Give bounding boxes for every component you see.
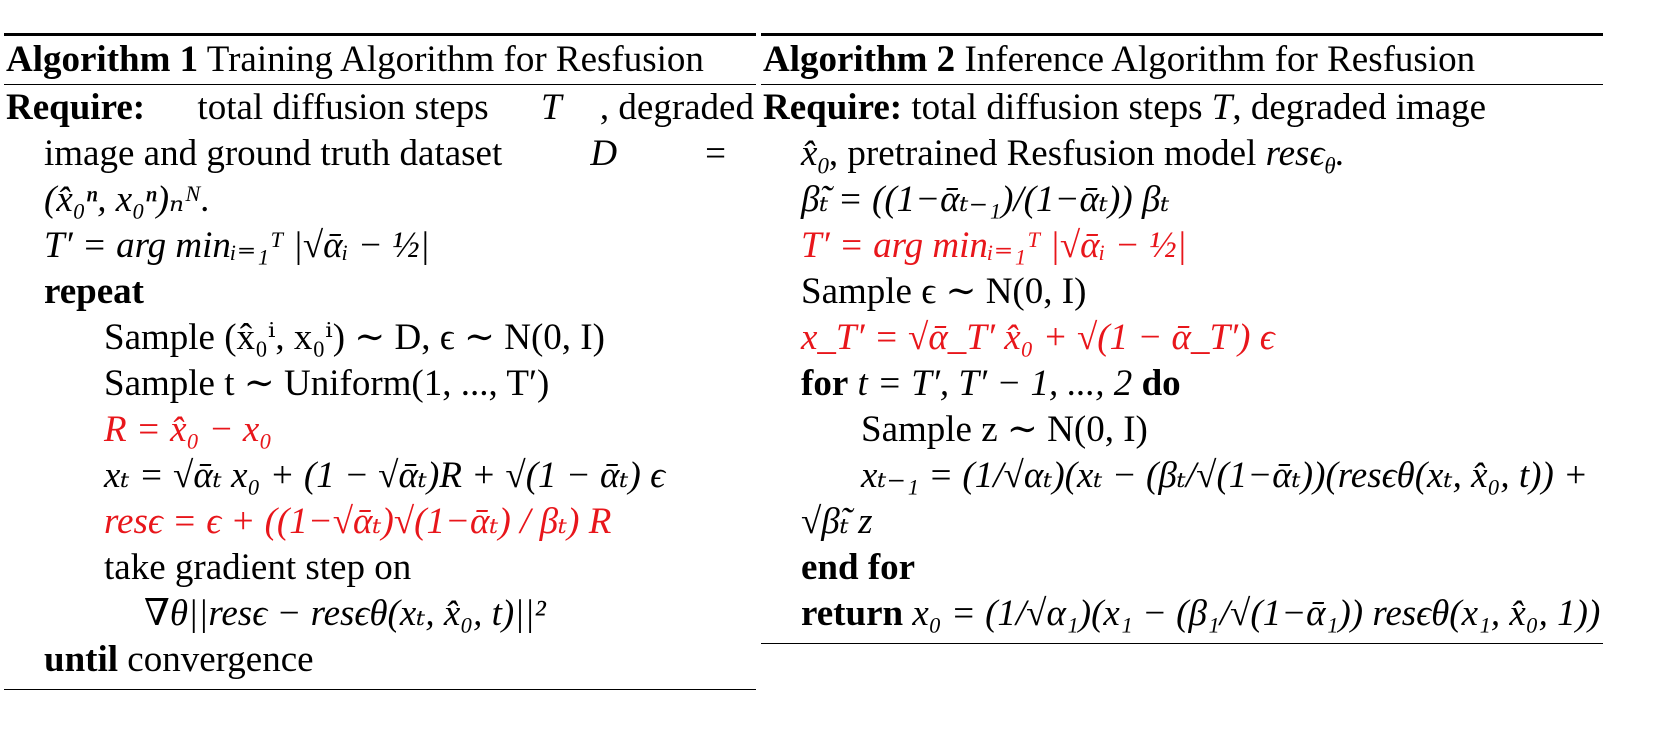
xtprime-line: x_T′ = √ᾱ_T′ x̂₀ + √(1 − ᾱ_T′) ϵ (801, 317, 1275, 358)
algorithm-1-body (4, 85, 756, 683)
algorithm-2-block (761, 33, 1603, 644)
return-expr: x₀ = (1/√α₁)(x₁ − (β₁/√(1−ᾱ₁)) resϵθ(x₁, x̂₀, 1)) (912, 593, 1601, 634)
sample-z-line: Sample z ∼ N(0, I) (861, 409, 1148, 450)
algorithm-2-caption (761, 36, 1603, 84)
until-keyword: until (44, 639, 119, 680)
end-for-keyword: end for (801, 547, 916, 588)
bottom-rule (761, 643, 1603, 644)
return-line (761, 591, 1603, 637)
beta-tilde-line: β̃ₜ = ((1−ᾱₜ₋₁)/(1−ᾱₜ)) βₜ (801, 179, 1170, 220)
require-text-3: image and ground truth dataset (44, 133, 503, 174)
sample-t-line: Sample t ∼ Uniform(1, ..., T′) (104, 363, 550, 404)
for-keyword: for (801, 363, 849, 404)
caption-title: Training Algorithm for Resfusion (206, 39, 704, 80)
require-T: T (1211, 87, 1233, 128)
repeat-keyword: repeat (44, 271, 144, 312)
xt-line: xₜ = √ᾱₜ x₀ + (1 − √ᾱₜ)R + √(1 − ᾱₜ) ϵ (104, 455, 666, 496)
residual-line: R = x̂₀ − x₀ (104, 409, 273, 450)
reseps-line: resϵ = ϵ + ((1−√ᾱₜ)√(1−ᾱₜ) / βₜ) R (104, 501, 612, 542)
require-line (4, 85, 756, 131)
require-text-2: , degraded image (1232, 87, 1487, 128)
update-line: xₜ₋₁ = (1/√αₜ)(xₜ − (βₜ/√(1−ᾱₜ))(resϵθ(xₜ, x̂₀, t)) + (861, 455, 1588, 496)
require-T: T (540, 87, 562, 128)
require-text: total diffusion steps (197, 87, 489, 128)
sample-pair-line: Sample (x̂₀ⁱ, x₀ⁱ) ∼ D, ϵ ∼ N(0, I) (104, 317, 605, 358)
bottom-rule (4, 689, 756, 690)
caption-label: Algorithm 1 (6, 39, 199, 80)
do-keyword: do (1141, 363, 1181, 404)
until-line (4, 637, 756, 683)
algorithm-1-block (4, 33, 756, 690)
require-D: D (590, 133, 618, 174)
return-keyword: return (801, 593, 904, 634)
dataset-line: (x̂₀ⁿ, x₀ⁿ)ₙᴺ. (44, 179, 211, 220)
require-keyword: Require: (763, 87, 903, 128)
require-text: total diffusion steps (911, 87, 1203, 128)
gradient-text-line: take gradient step on (104, 547, 412, 588)
algorithm-1-caption (4, 36, 756, 84)
model-symbol: resϵ$_\theta$. (1265, 133, 1345, 179)
caption-title: Inference Algorithm for Resfusion (964, 39, 1476, 80)
require-line (761, 85, 1603, 131)
until-text: convergence (127, 639, 314, 680)
require-line-2 (4, 131, 756, 177)
require-eq: = (705, 133, 726, 174)
gradient-expr-line: ∇θ||resϵ − resϵθ(xₜ, x̂₀, t)||² (144, 593, 546, 634)
require-keyword: Require: (6, 87, 146, 128)
for-line (761, 361, 1603, 407)
update-continuation: √β̃ₜ z (801, 501, 873, 542)
sample-eps-line: Sample ϵ ∼ N(0, I) (801, 271, 1087, 312)
tprime-line: T′ = arg minᵢ₌₁ᵀ |√ᾱᵢ − ½| (44, 225, 430, 266)
tprime-line: T′ = arg minᵢ₌₁ᵀ |√ᾱᵢ − ½| (801, 225, 1187, 266)
require-line-2 (761, 131, 1603, 177)
require-text-2: , degraded (599, 87, 754, 128)
algorithm-2-body (761, 85, 1603, 637)
for-range: t = T′, T′ − 1, ..., 2 (857, 363, 1133, 404)
require-text-3: , pretrained Resfusion model (828, 133, 1257, 174)
caption-label: Algorithm 2 (763, 39, 956, 80)
x0-hat: $x̂_0$ (801, 133, 829, 179)
